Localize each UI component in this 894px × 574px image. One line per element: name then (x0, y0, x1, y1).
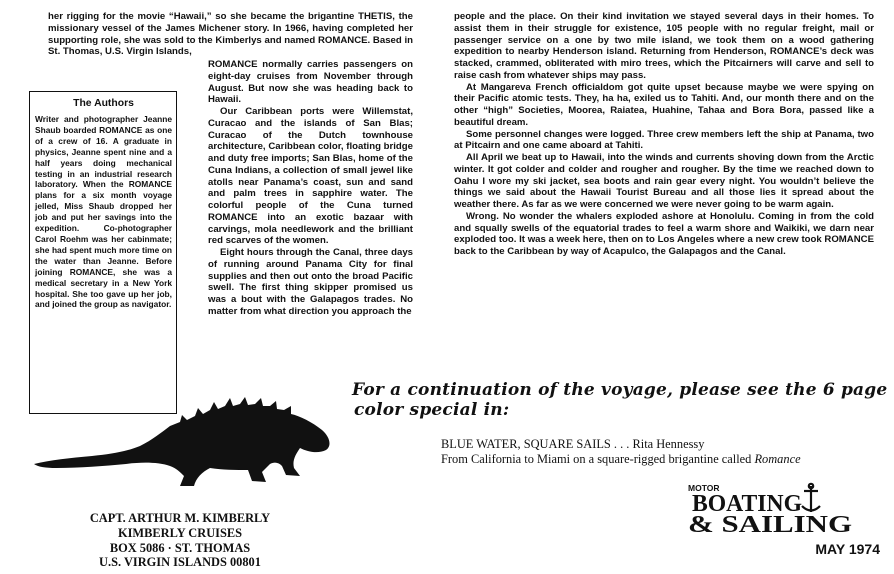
right-paragraph-5: Wrong. No wonder the whalers exploded ashore at Honolulu. Coming in from the cold and squally swells of the equatorial trades to feel a warm shore and Waikiki, we darn near exploded too. It was a week here, then on to Los Angeles where a new crew took ROMANCE back to the Caribbean by way of Acapulco, the Galapagos and the Canal. (454, 210, 874, 257)
address-line-4: U.S. VIRGIN ISLANDS 00801 (99, 555, 261, 570)
middle-paragraph-3: Eight hours through the Canal, three days of running around Panama City for final supplies and then out onto the broad Pacific swell. The first thing skipper promised us was a bout with the Galapagos trades. No matter from what direction you approach the (208, 247, 413, 317)
iguana-icon (30, 382, 335, 492)
right-paragraph-1: people and the place. On their kind invitation we stayed several days in their homes. To assist them in their struggle for existence, 105 people with no regular freight, mail or passenger service on a one by two mile island, we took them on a wood gathering expedition to nearby Henderson island. Returning from Henderson, ROMANCE’s deck was stacked, crammed, obliterated with miro trees, which the Pitcairners will carve and sell to raise cash from whatever ships may pass. (454, 11, 874, 81)
mailing-address (30, 511, 330, 570)
article-right-column (454, 11, 874, 258)
logo-motor: MOTOR (688, 483, 720, 493)
sidebar-title: The Authors (73, 98, 134, 109)
address-line-1: CAPT. ARTHUR M. KIMBERLY (89, 511, 271, 525)
feature-description-emphasis: Romance (754, 452, 801, 466)
intro-text: her rigging for the movie “Hawaii,” so she became the brigantine THETIS, the missionary vessel of the James Michener story. In 1966, having completed her supporting role, she was sold to the Kimberlys and named ROMANCE. Based in St. Thomas, U.S. Virgin Islands, (48, 11, 413, 58)
sidebar-body: Writer and photographer Jeanne Shaub boarded ROMANCE as one of a crew of 16. A graduate in physics, Jeanne spent nine and a half years doing mechanical testing in an industrial research laboratory. When the ROMANCE plans for a six month voyage jelled, Miss Shaub dropped her job and put her savings into the expedition. Co-photographer Carol Roehm was her cabinmate; she had spent much more time on the water than Jeanne. Before joining ROMANCE, she was a medical secretary in a New York hospital. She too gave up her job, and joined the group as navigator. (35, 114, 172, 310)
feature-description: From California to Miami on a square-rigged brigantine called (441, 452, 755, 466)
authors-sidebar-box (29, 91, 177, 414)
continuation-line-2: color special in: (354, 400, 510, 420)
address-line-3: BOX 5086 · ST. THOMAS (109, 540, 251, 555)
continuation-line-1: For a continuation of the voyage, please see the 6 page (352, 380, 888, 400)
right-paragraph-4: All April we beat up to Hawaii, into the winds and currents shoving down from the Arctic winter. It got colder and colder and rougher and rougher. By the time we reached down to Oahu I wore my ski jacket, sea boots and rain gear every night. You wouldn’t believe the things we said about the Hawaii Tourist Bureau and all those lies it spread about the weather there. As far as we were concerned we were never going to be warm again. (454, 152, 874, 210)
issue-date: MAY 1974 (815, 541, 880, 557)
article-middle-column (208, 59, 413, 318)
feature-reference (441, 437, 891, 467)
middle-paragraph-2: Our Caribbean ports were Willemstat, Curacao and the islands of San Blas; Curacao of the Dutch townhouse architecture, Caribbean color, floating bridge and duty free imports; San Blas, home of the Cuna Indians, a collection of small jewel like atolls near Panama’s coast, sun and sand and palm trees in sapphire water. The colorful people of the Cuna turned ROMANCE into an exotic bazaar with carvings, mola needlework and the brilliant red scarves of the women. (208, 106, 413, 247)
anchor-icon (802, 484, 820, 512)
address-line-2: KIMBERLY CRUISES (117, 525, 243, 540)
middle-paragraph-1: ROMANCE normally carries passengers on eight-day cruises from November through August. But now she was heading back to Hawaii. (208, 59, 413, 106)
logo-sailing: & SAILING (688, 512, 853, 538)
feature-description-line (441, 452, 891, 467)
feature-title: BLUE WATER, SQUARE SAILS . . . Rita Hennessy (441, 437, 705, 451)
article-intro-paragraph (48, 11, 413, 58)
right-paragraph-3: Some personnel changes were logged. Three crew members left the ship at Panama, two at Pitcairn and one came aboard at Tahiti. (454, 128, 874, 152)
right-paragraph-2: At Mangareva French officialdom got quite upset because maybe we were spying on their Pacific atomic tests. They, ha ha, exiled us to Tahiti. And, our month there and on the other “high” Societies, Moorea, Raiatea, Huahine, Tahaa and Bora Bora, passed like a beautiful dream. (454, 81, 874, 128)
motor-boating-sailing-logo (688, 482, 860, 538)
continuation-note (352, 380, 892, 420)
logo-boating: BOATING (692, 491, 803, 517)
